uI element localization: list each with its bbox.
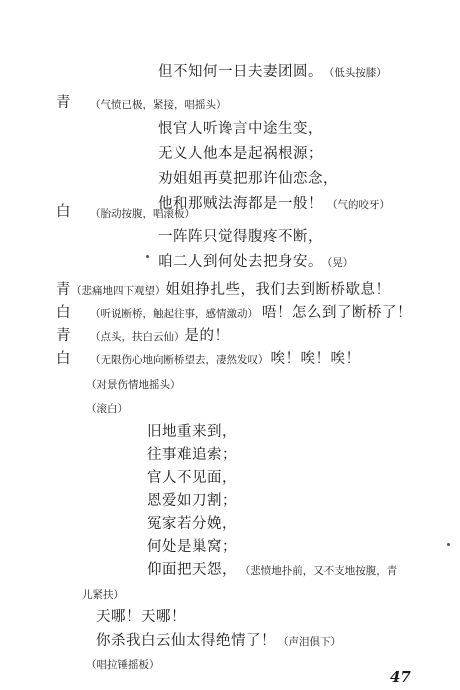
verse-line: 仰面把天怨， （悲愤地扑前，又不支地按腹，青 bbox=[147, 562, 398, 578]
verse-line: 劝姐姐再莫把那许仙恋念， bbox=[158, 171, 338, 187]
verse-line: 官人不见面， bbox=[147, 470, 237, 486]
stage-direction: （对景伤情地摇头） bbox=[86, 379, 181, 391]
verse-line: 恩爱如刀割； bbox=[147, 493, 237, 509]
verse-line: 无义人他本是起祸根源； bbox=[158, 146, 323, 162]
stage-direction: （晃） bbox=[327, 257, 354, 269]
stage-direction: （无限伤心地向断桥望去，凄然发叹） bbox=[90, 354, 269, 366]
stage-direction: （点头，扶白云仙） bbox=[90, 331, 185, 343]
verse-line: 往事难追索； bbox=[147, 447, 237, 463]
stage-direction: （悲愤地扑前，又不支地按腹，青 bbox=[245, 565, 398, 577]
verse-line: 咱二人到何处去把身安。 （晃） bbox=[158, 254, 354, 270]
dialogue-line: （听说断桥，触起往事，感情激动） 唔！怎么到了断桥了！ bbox=[90, 305, 412, 321]
dialogue-line: 青（悲痛地四下观望）姐姐挣扎些，我们去到断桥歇息！ bbox=[56, 282, 391, 298]
stage-direction: （胎动按腹，唱滚板） bbox=[90, 208, 195, 220]
print-speck bbox=[447, 543, 450, 546]
page-number: 47 bbox=[390, 668, 411, 686]
speaker-label: 白 bbox=[56, 204, 71, 220]
stage-direction: （唱拉锤摇板） bbox=[86, 659, 160, 671]
verse-line: 冤家若分娩， bbox=[147, 516, 237, 532]
stage-direction: （滚白） bbox=[86, 403, 128, 415]
speaker-label: 白 bbox=[56, 351, 71, 367]
verse-line: 他和那贼法海都是一般！ （气的咬牙） bbox=[158, 196, 390, 212]
speaker-label: 青 bbox=[56, 328, 71, 344]
stage-direction: （听说断桥，触起往事，感情激动） bbox=[90, 308, 258, 320]
verse-line: 一阵阵只觉得腹疼不断， bbox=[158, 229, 323, 245]
stage-direction: （低头按膝） bbox=[329, 67, 387, 79]
verse-line: 何处是巢窝； bbox=[147, 539, 237, 555]
print-speck bbox=[146, 255, 149, 258]
stage-direction: （气的咬牙） bbox=[327, 199, 390, 211]
verse-line: 天哪！天哪！ bbox=[96, 609, 186, 625]
speaker-label: 白 bbox=[56, 305, 71, 321]
verse-line: 但不知何一日夫妻团圆。 （低头按膝） bbox=[158, 64, 387, 80]
stage-direction: （悲痛地四下观望） bbox=[71, 285, 166, 297]
verse-line: 恨官人听谗言中途生变， bbox=[158, 121, 323, 137]
dialogue-line: （无限伤心地向断桥望去，凄然发叹） 唉！唉！唉！ bbox=[90, 351, 361, 367]
dialogue-line: （点头，扶白云仙）是的！ bbox=[90, 328, 230, 344]
stage-direction: （声泪俱下） bbox=[278, 636, 341, 648]
verse-line: 旧地重来到， bbox=[147, 424, 237, 440]
verse-line: 你杀我白云仙太得绝情了！ （声泪俱下） bbox=[96, 633, 341, 649]
stage-direction: 儿紧扶） bbox=[82, 589, 124, 601]
stage-direction: （气愤已极，紧接，唱摇头） bbox=[90, 99, 227, 111]
speaker-label: 青 bbox=[56, 282, 71, 298]
speaker-label: 青 bbox=[56, 95, 71, 111]
